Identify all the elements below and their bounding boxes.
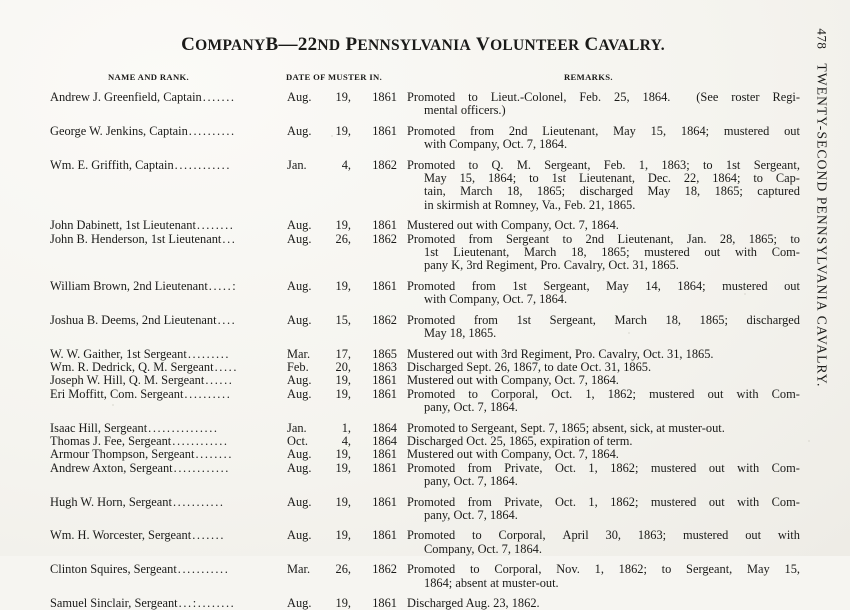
remarks-line: with Company, Oct. 7, 1864. [424, 292, 568, 307]
roster-name: Joseph W. Hill, Q. M. Sergeant [50, 374, 205, 388]
roster-name-cell [40, 280, 283, 293]
muster-day: 1, [341, 420, 351, 435]
muster-year: 1861 [372, 386, 397, 401]
remarks-line: Mustered out with Company, Oct. 7, 1864. [407, 373, 619, 388]
roster-row [40, 563, 800, 590]
roster-date-cell [283, 448, 403, 461]
roster-remarks-cell [403, 435, 800, 448]
column-headers [40, 72, 800, 86]
muster-day: 19, [335, 90, 351, 104]
roster-date-cell [283, 233, 403, 246]
remarks-line: with Company, Oct. 7, 1864. [424, 137, 568, 152]
muster-year: 1864 [372, 420, 397, 435]
title-segment: C [181, 34, 196, 55]
roster-row [40, 496, 800, 523]
muster-month: Aug. [287, 373, 312, 388]
remarks-line: Promoted to Corporal, Oct. 1, 1862; mustered out with Com- [407, 386, 800, 401]
roster-name-cell [40, 388, 283, 401]
roster-row [40, 233, 800, 273]
roster-name: Eri Moffitt, Com. Sergeant [50, 387, 184, 401]
running-head [800, 0, 844, 556]
remarks-line: Promoted to Lieut.-Colonel, Feb. 25, 1864. (See roster Regi- [407, 90, 800, 104]
muster-month: Aug. [287, 231, 312, 246]
roster-date-cell [283, 348, 403, 361]
leader-dots: ...:........ [178, 597, 236, 610]
muster-month: Oct. [287, 433, 308, 448]
roster-date-cell [283, 91, 403, 104]
muster-month: Aug. [287, 447, 312, 462]
muster-month: Aug. [287, 278, 312, 293]
remarks-line: Discharged Sept. 26, 1867, to date Oct. 31, 1865. [407, 359, 652, 374]
remarks-line: Promoted from 1st Sergeant, March 18, 1865; discharged [407, 312, 800, 327]
muster-year: 1861 [372, 494, 397, 509]
roster-name-cell [40, 125, 283, 138]
muster-year: 1865 [372, 346, 397, 361]
remarks-line: Mustered out with Company, Oct. 7, 1864. [407, 447, 619, 462]
roster-row [40, 529, 800, 556]
muster-day: 19, [335, 278, 351, 293]
roster-name-cell [40, 448, 283, 461]
muster-day: 19, [335, 123, 351, 138]
roster-remarks-cell [403, 462, 800, 489]
title-segment: P [345, 34, 358, 55]
leader-dots: ............ [173, 461, 230, 475]
muster-day: 17, [335, 346, 351, 361]
remarks-line: Promoted to Q. M. Sergeant, Feb. 1, 1863; to 1st Sergeant, [407, 157, 800, 172]
muster-month: Aug. [287, 90, 312, 104]
leader-dots: ........... [172, 495, 225, 509]
muster-month: Mar. [287, 346, 311, 361]
roster-remarks-cell [403, 314, 800, 341]
roster-remarks-cell [403, 280, 800, 307]
roster-row [40, 448, 800, 461]
leader-dots: ...... [205, 374, 234, 388]
muster-year: 1861 [372, 218, 397, 233]
leader-dots: ........ [195, 448, 234, 462]
page-number: 478 [815, 28, 831, 50]
remarks-line: mental officers.) [424, 103, 506, 118]
roster-table [40, 91, 800, 610]
roster-remarks-cell [403, 348, 800, 361]
title-segment: OMPANY [195, 37, 266, 54]
remarks-line: Promoted to Corporal, April 30, 1863; mustered out with [407, 528, 800, 543]
roster-date-cell [283, 529, 403, 542]
page-content [40, 34, 800, 610]
title-segment: C [584, 34, 599, 55]
leader-dots: ........... [177, 563, 230, 577]
roster-row [40, 422, 800, 435]
title-segment: B—22 [265, 34, 318, 55]
muster-day: 19, [335, 386, 351, 401]
remarks-line: 1864; absent at muster-out. [424, 575, 559, 590]
roster-name: Joshua B. Deems, 2nd Lieutenant [50, 313, 217, 327]
roster-name-cell [40, 422, 283, 435]
roster-name-cell [40, 159, 283, 172]
roster-name: Thomas J. Fee, Sergeant [50, 434, 172, 448]
roster-date-cell [283, 422, 403, 435]
roster-row [40, 91, 800, 118]
title-segment: AVALRY. [598, 37, 665, 54]
muster-month: Aug. [287, 460, 312, 475]
roster-remarks-cell [403, 597, 800, 610]
roster-row [40, 159, 800, 213]
remarks-line: Promoted to Sergeant, Sept. 7, 1865; absent, sick, at muster-out. [407, 420, 725, 435]
muster-day: 19, [335, 460, 351, 475]
leader-dots: ............ [174, 158, 232, 172]
roster-name: Andrew Axton, Sergeant [50, 461, 173, 475]
leader-dots: ....... [192, 529, 226, 543]
roster-name: W. W. Gaither, 1st Sergeant [50, 347, 187, 361]
remarks-line: Promoted from 1st Sergeant, May 14, 1864; mustered out [407, 278, 800, 293]
muster-month: Jan. [287, 157, 307, 172]
remarks-line: May 18, 1865. [424, 326, 497, 341]
roster-name-cell [40, 496, 283, 509]
muster-year: 1861 [372, 123, 397, 138]
roster-name: William Brown, 2nd Lieutenant [50, 279, 208, 293]
leader-dots: ..... [214, 360, 239, 374]
muster-year: 1863 [372, 359, 397, 374]
roster-name: Wm. H. Worcester, Sergeant [50, 529, 192, 543]
roster-remarks-cell [403, 496, 800, 523]
title-segment: ND [317, 37, 341, 54]
roster-name-cell [40, 219, 283, 232]
roster-remarks-cell [403, 159, 800, 213]
muster-month: Aug. [287, 386, 312, 401]
roster-remarks-cell [403, 125, 800, 152]
roster-row [40, 388, 800, 415]
roster-date-cell [283, 219, 403, 232]
remarks-line: Mustered out with Company, Oct. 7, 1864. [407, 218, 619, 233]
roster-remarks-cell [403, 219, 800, 232]
roster-name-cell [40, 233, 283, 246]
roster-remarks-cell [403, 563, 800, 590]
remarks-line: Promoted from 2nd Lieutenant, May 15, 1864; mustered out [407, 123, 800, 138]
remarks-line: pany, Oct. 7, 1864. [424, 474, 518, 489]
leader-dots: .....: [208, 279, 238, 293]
roster-remarks-cell [403, 388, 800, 415]
title-segment: V [476, 34, 491, 55]
muster-month: Aug. [287, 596, 312, 610]
title-segment: OLUNTEER [490, 37, 580, 54]
muster-day: 26, [335, 562, 351, 577]
roster-row [40, 374, 800, 387]
roster-date-cell [283, 435, 403, 448]
roster-name-cell [40, 361, 283, 374]
roster-date-cell [283, 496, 403, 509]
leader-dots: .......... [188, 124, 236, 138]
remarks-line: pany, Oct. 7, 1864. [424, 400, 518, 415]
roster-name-cell [40, 435, 283, 448]
muster-day: 15, [335, 312, 351, 327]
running-head-title: TWENTY-SECOND PENNSYLVANIA CAVALRY. [815, 63, 831, 388]
roster-remarks-cell [403, 91, 800, 118]
roster-name-cell [40, 348, 283, 361]
roster-row [40, 219, 800, 232]
roster-remarks-cell [403, 529, 800, 556]
roster-name-cell [40, 462, 283, 475]
column-header-date: DATE OF MUSTER IN. [286, 72, 383, 82]
roster-name-cell [40, 597, 283, 610]
roster-name: Armour Thompson, Sergeant [50, 448, 195, 462]
muster-month: Aug. [287, 494, 312, 509]
muster-year: 1861 [372, 90, 397, 104]
muster-day: 4, [341, 157, 351, 172]
roster-name-cell [40, 563, 283, 576]
remarks-line: 1st Lieutenant, March 18, 1865; mustered out with Com- [424, 245, 800, 260]
roster-date-cell [283, 563, 403, 576]
roster-date-cell [283, 388, 403, 401]
muster-month: Aug. [287, 123, 312, 138]
roster-row [40, 597, 800, 610]
muster-month: Mar. [287, 562, 311, 577]
roster-name: Samuel Sinclair, Sergeant [50, 597, 178, 610]
roster-name: George W. Jenkins, Captain [50, 124, 188, 138]
muster-year: 1861 [372, 460, 397, 475]
roster-name: Andrew J. Greenfield, Captain [50, 91, 202, 104]
leader-dots: ........ [196, 219, 235, 233]
leader-dots: ......... [187, 347, 231, 361]
muster-month: Aug. [287, 218, 312, 233]
muster-month: Feb. [287, 359, 309, 374]
roster-name: Wm. E. Griffith, Captain [50, 158, 174, 172]
roster-name: Isaac Hill, Sergeant [50, 421, 148, 435]
roster-name-cell [40, 314, 283, 327]
remarks-line: Mustered out with 3rd Regiment, Pro. Cavalry, Oct. 31, 1865. [407, 346, 714, 361]
muster-year: 1861 [372, 447, 397, 462]
leader-dots: ....... [202, 91, 236, 104]
roster-name: Wm. R. Dedrick, Q. M. Sergeant [50, 360, 214, 374]
muster-day: 19, [335, 218, 351, 233]
leader-dots: ............... [148, 421, 219, 435]
roster-name-cell [40, 91, 283, 104]
remarks-line: Promoted from Private, Oct. 1, 1862; mustered out with Com- [407, 494, 800, 509]
muster-day: 19, [335, 447, 351, 462]
roster-row [40, 314, 800, 341]
roster-date-cell [283, 280, 403, 293]
remarks-line: in skirmish at Romney, Va., Feb. 21, 1865. [424, 197, 636, 212]
column-header-remarks: REMARKS. [564, 72, 613, 82]
roster-date-cell [283, 314, 403, 327]
muster-year: 1862 [372, 231, 397, 246]
page-title [40, 34, 800, 56]
roster-remarks-cell [403, 448, 800, 461]
roster-name: Clinton Squires, Sergeant [50, 563, 177, 577]
leader-dots: ............ [172, 434, 229, 448]
roster-remarks-cell [403, 422, 800, 435]
roster-row [40, 462, 800, 489]
roster-date-cell [283, 125, 403, 138]
muster-day: 20, [335, 359, 351, 374]
roster-date-cell [283, 462, 403, 475]
muster-year: 1861 [372, 278, 397, 293]
roster-name-cell [40, 374, 283, 387]
roster-row [40, 361, 800, 374]
column-header-name: NAME AND RANK. [108, 72, 190, 82]
muster-day: 19, [335, 494, 351, 509]
muster-year: 1861 [372, 528, 397, 543]
muster-year: 1861 [372, 373, 397, 388]
roster-remarks-cell [403, 233, 800, 273]
leader-dots: .... [217, 313, 237, 327]
muster-month: Aug. [287, 312, 312, 327]
roster-date-cell [283, 361, 403, 374]
muster-day: 19, [335, 596, 351, 610]
roster-date-cell [283, 597, 403, 610]
muster-day: 4, [341, 433, 351, 448]
remarks-line: Company, Oct. 7, 1864. [424, 541, 542, 556]
remarks-line: Discharged Oct. 25, 1865, expiration of term. [407, 433, 633, 448]
title-segment: ENNSYLVANIA [357, 37, 471, 54]
remarks-line: pany K, 3rd Regiment, Pro. Cavalry, Oct. 31, 1865. [424, 258, 679, 273]
leader-dots: .......... [184, 387, 232, 401]
roster-row [40, 435, 800, 448]
roster-row [40, 280, 800, 307]
remarks-line: Discharged Aug. 23, 1862. [407, 596, 540, 610]
muster-year: 1862 [372, 562, 397, 577]
roster-remarks-cell [403, 361, 800, 374]
roster-name-cell [40, 529, 283, 542]
remarks-line: Promoted from Private, Oct. 1, 1862; mustered out with Com- [407, 460, 800, 475]
muster-year: 1861 [372, 596, 397, 610]
muster-year: 1862 [372, 312, 397, 327]
roster-name: Hugh W. Horn, Sergeant [50, 495, 172, 509]
muster-day: 19, [335, 373, 351, 388]
roster-date-cell [283, 374, 403, 387]
remarks-line: Promoted to Corporal, Nov. 1, 1862; to Sergeant, May 15, [407, 562, 800, 577]
muster-year: 1864 [372, 433, 397, 448]
roster-date-cell [283, 159, 403, 172]
remarks-line: May 15, 1864; to 1st Lieutenant, Dec. 22, 1864; to Cap- [424, 171, 800, 186]
muster-day: 19, [335, 528, 351, 543]
remarks-line: pany, Oct. 7, 1864. [424, 507, 518, 522]
roster-name: John B. Henderson, 1st Lieutenant [50, 232, 222, 246]
leader-dots: ... [222, 232, 237, 246]
muster-month: Jan. [287, 420, 307, 435]
roster-name: John Dabinett, 1st Lieutenant [50, 219, 196, 233]
remarks-line: tain, March 18, 1865; discharged May 18, 1865; captured [424, 184, 800, 199]
muster-month: Aug. [287, 528, 312, 543]
muster-day: 26, [335, 231, 351, 246]
roster-remarks-cell [403, 374, 800, 387]
roster-row [40, 125, 800, 152]
muster-year: 1862 [372, 157, 397, 172]
roster-row [40, 348, 800, 361]
remarks-line: Promoted from Sergeant to 2nd Lieutenant, Jan. 28, 1865; to [407, 231, 800, 246]
